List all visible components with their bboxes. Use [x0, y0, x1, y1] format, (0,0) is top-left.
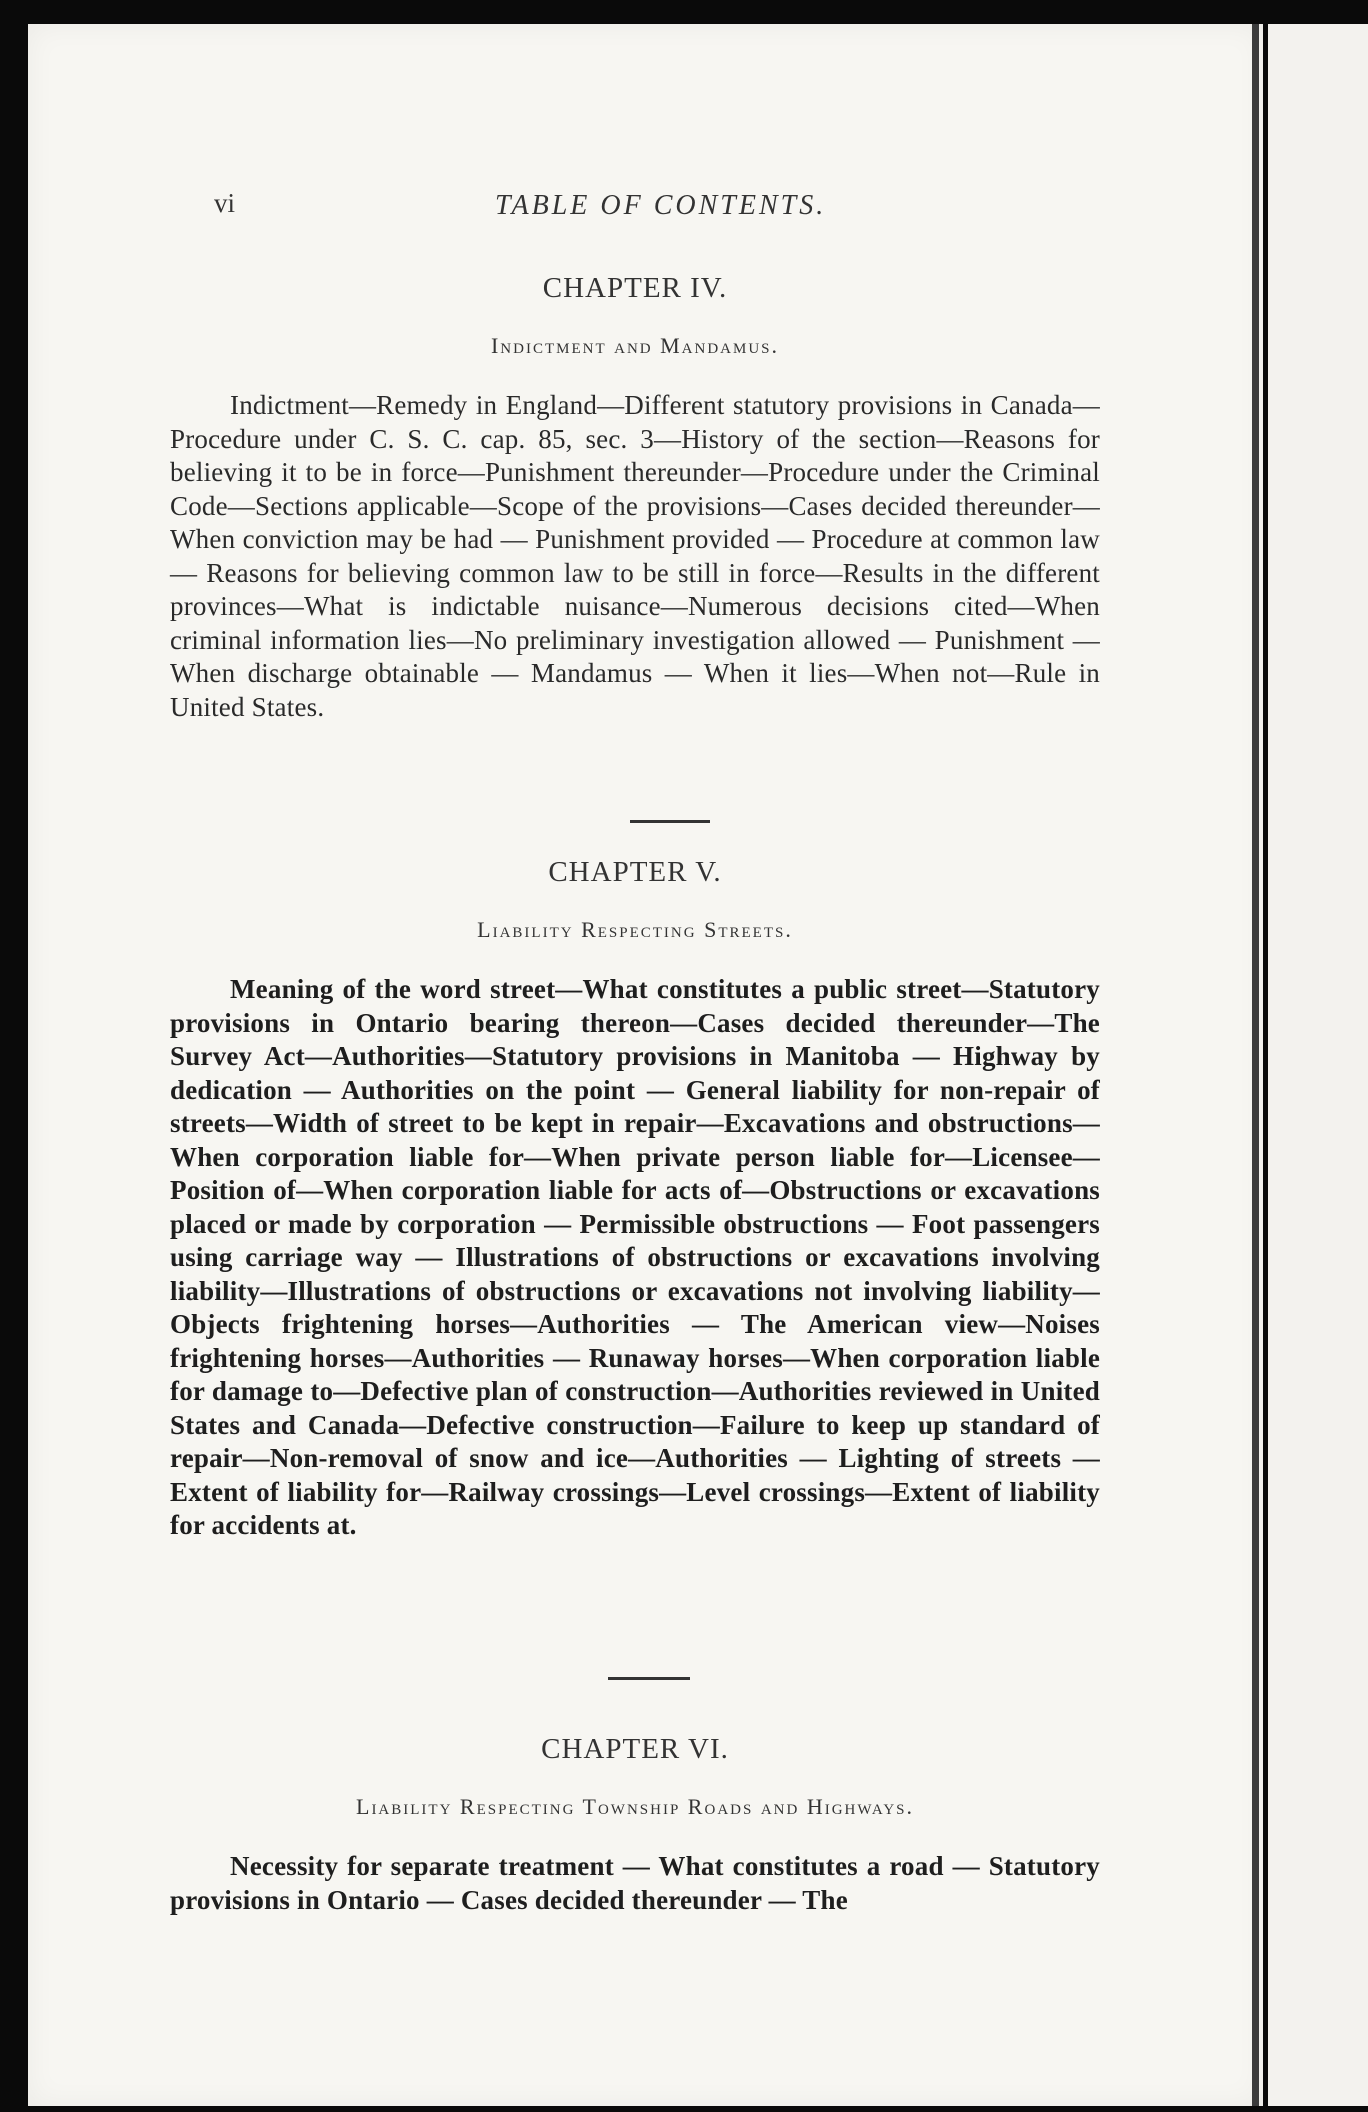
page-gutter: [1252, 24, 1259, 2106]
section-divider: [630, 820, 710, 823]
chapter-summary: Necessity for separate treatment — What constitutes a road — Statutory provisions in Ontario — Cases decided thereunder — The: [170, 1851, 1100, 1915]
chapter-summary: Indictment—Remedy in England—Different statutory provisions in Canada—Procedure under C. S. C. cap. 85, sec. 3—History of the section—Reasons for believing it to be in force—Punishment thereunder—Procedure under the Criminal Code—Sections applicable—Scope of the provisions—Cases decided thereunder—When conviction may be had — Punishment provided — Procedure at common law — Reasons for believing common law to be still in force—Results in the different provinces—What is indictable nuisance—Numerous decisions cited—When criminal information lies—No preliminary investigation allowed — Punishment — When discharge obtainable — Mandamus — When it lies—When not—Rule in United States.: [170, 390, 1100, 722]
facing-page-edge: [1268, 24, 1368, 2106]
chapter-v-section: [170, 856, 1100, 1543]
page-number: vi: [214, 188, 236, 218]
chapter-summary: Meaning of the word street—What constitutes a public street—Statutory provisions in Ontario bearing thereon—Cases decided thereunder—The Survey Act—Authorities—Statutory provisions in Manitoba — Highway by dedication — Authorities on the point — General liability for non-repair of streets—Width of street to be kept in repair—Excavations and obstructions—When corporation liable for—When private person liable for—Licensee—Position of—When corporation liable for acts of—Obstructions or excavations placed or made by corporation — Permissible obstructions — Foot passengers using carriage way — Illustrations of obstructions or excavations involving liability—Illustrations of obstructions or excavations not involving liability—Objects frightening horses—Authorities — The American view—Noises frightening horses—Authorities — Runaway horses—When corporation liable for damage to—Defective plan of construction—Authorities reviewed in United States and Canada—Defective construction—Failure to keep up standard of repair—Non-removal of snow and ice—Authorities — Lighting of streets — Extent of liability for—Railway crossings—Level crossings—Extent of liability for accidents at.: [170, 974, 1100, 1540]
chapter-iv-section: [170, 272, 1100, 724]
chapter-title: CHAPTER V.: [548, 856, 722, 888]
chapter-title: CHAPTER VI.: [541, 1733, 729, 1765]
chapter-title: CHAPTER IV.: [542, 272, 728, 304]
chapter-vi-section: [170, 1733, 1100, 1917]
chapter-subtitle: Liability Respecting Township Roads and Highways.: [356, 1794, 914, 1819]
running-head: TABLE OF CONTENTS.: [495, 190, 827, 221]
chapter-subtitle: Indictment and Mandamus.: [490, 333, 780, 358]
chapter-subtitle: Liability Respecting Streets.: [477, 917, 793, 942]
section-divider: [608, 1677, 690, 1680]
